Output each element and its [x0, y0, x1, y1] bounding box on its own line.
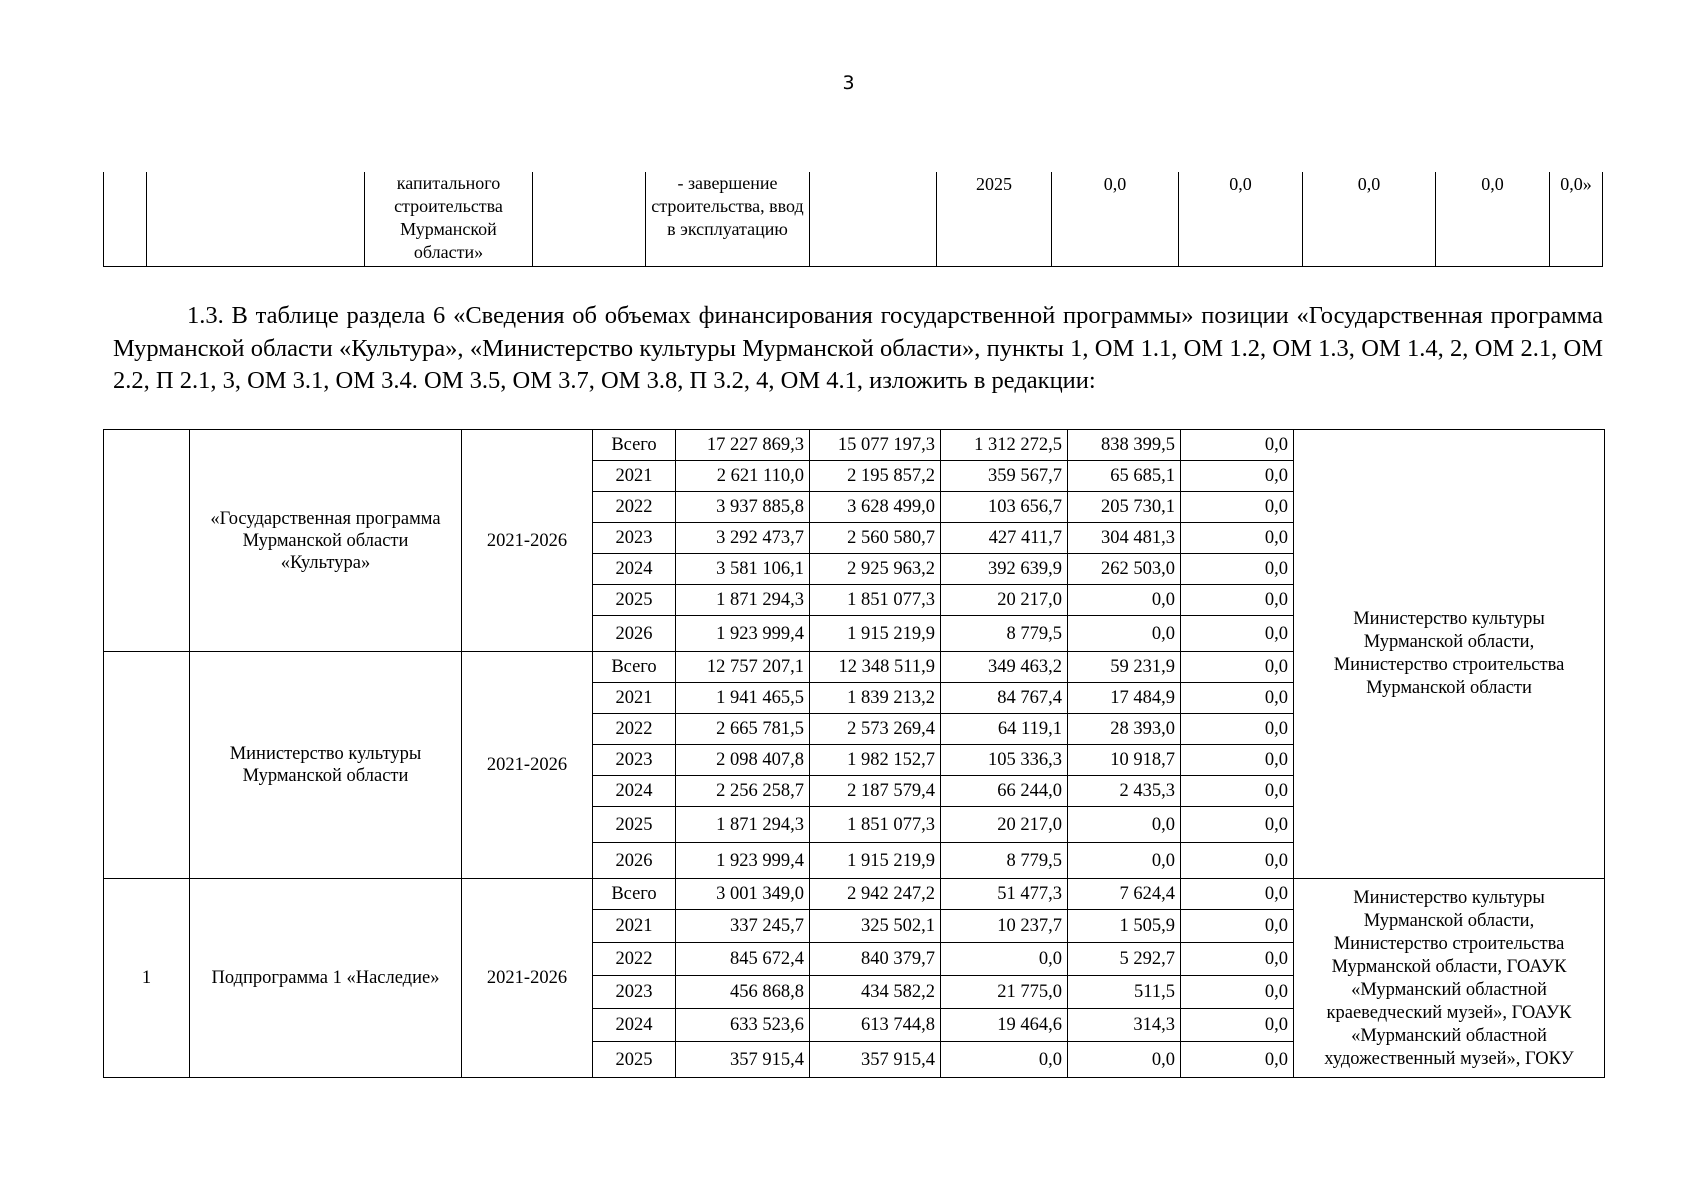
year-cell: Всего	[593, 652, 676, 683]
amount-cell: 349 463,2	[941, 652, 1068, 683]
amount-cell: 0,0	[1181, 943, 1294, 976]
amount-cell: 1 915 219,9	[810, 843, 941, 879]
amount-cell: 337 245,7	[676, 910, 810, 943]
year-cell: 2026	[593, 616, 676, 652]
executor-cell: Министерство культуры Мурманской области, Министерство строительства Мурманской области	[1294, 430, 1605, 879]
program-period: 2021-2026	[462, 652, 593, 879]
amount-cell: 8 779,5	[941, 616, 1068, 652]
amount-cell: 1 941 465,5	[676, 683, 810, 714]
table-cell	[533, 172, 646, 267]
table-row	[104, 172, 1603, 267]
amount-cell: 0,0	[1181, 554, 1294, 585]
page-number: 3	[842, 72, 855, 94]
amount-cell: 2 621 110,0	[676, 461, 810, 492]
amount-cell: 59 231,9	[1068, 652, 1181, 683]
amendment-paragraph: 1.3. В таблице раздела 6 «Сведения об объемах финансирования государственной программы» позиции «Государственная программа Мурманской области «Культура», «Министерство культуры Мурманской области», пункты 1, ОМ 1.1, ОМ 1.2, ОМ 1.3, ОМ 1.4, 2, ОМ 2.1, ОМ 2.2, П 2.1, 3, ОМ 3.1, ОМ 3.4. ОМ 3.5, ОМ 3.7, ОМ 3.8, П 3.2, 4, ОМ 4.1, изложить в редакции:	[113, 302, 1603, 394]
amount-cell: 0,0	[1181, 652, 1294, 683]
year-cell: 2024	[593, 554, 676, 585]
amount-cell: 1 915 219,9	[810, 616, 941, 652]
amount-cell: 12 757 207,1	[676, 652, 810, 683]
amount-cell: 1 851 077,3	[810, 585, 941, 616]
row-number	[104, 652, 190, 879]
amount-cell: 0,0	[1068, 1042, 1181, 1078]
amount-cell: 1 851 077,3	[810, 807, 941, 843]
amount-cell: 0,0	[1068, 807, 1181, 843]
amount-cell: 2 098 407,8	[676, 745, 810, 776]
amount-cell: 0,0	[1181, 910, 1294, 943]
table-cell: капитального строительства Мурманской области»	[365, 172, 533, 267]
amount-cell: 0,0	[1181, 683, 1294, 714]
amount-cell: 1 871 294,3	[676, 585, 810, 616]
amount-cell: 0,0	[1068, 843, 1181, 879]
amount-cell: 2 573 269,4	[810, 714, 941, 745]
amount-cell: 0,0	[1181, 1042, 1294, 1078]
amount-cell: 0,0	[1068, 616, 1181, 652]
table-row	[104, 430, 1605, 461]
amount-cell: 0,0	[1181, 1009, 1294, 1042]
amount-cell: 0,0	[1181, 976, 1294, 1009]
amount-cell: 0,0	[1181, 461, 1294, 492]
amount-cell: 1 871 294,3	[676, 807, 810, 843]
amount-cell: 105 336,3	[941, 745, 1068, 776]
amount-cell: 19 464,6	[941, 1009, 1068, 1042]
amount-cell: 2 256 258,7	[676, 776, 810, 807]
amount-cell: 205 730,1	[1068, 492, 1181, 523]
table-cell-year: 2025	[937, 172, 1052, 267]
amount-cell: 357 915,4	[810, 1042, 941, 1078]
table-cell: - завершение строительства, ввод в эксплуатацию	[646, 172, 810, 267]
amount-cell: 633 523,6	[676, 1009, 810, 1042]
amount-cell: 20 217,0	[941, 807, 1068, 843]
amount-cell: 3 581 106,1	[676, 554, 810, 585]
amount-cell: 3 001 349,0	[676, 879, 810, 910]
amount-cell: 10 237,7	[941, 910, 1068, 943]
amount-cell: 1 982 152,7	[810, 745, 941, 776]
amount-cell: 0,0	[1181, 523, 1294, 554]
table-cell	[810, 172, 937, 267]
executor-cell: Министерство культуры Мурманской области, Министерство строительства Мурманской области, ГОАУК «Мурманский областной краеведческий музей», ГОАУК «Мурманский областной художественный музей», ГОКУ	[1294, 879, 1605, 1078]
amount-cell: 511,5	[1068, 976, 1181, 1009]
amount-cell: 1 923 999,4	[676, 616, 810, 652]
amount-cell: 613 744,8	[810, 1009, 941, 1042]
year-cell: 2025	[593, 807, 676, 843]
year-cell: 2025	[593, 585, 676, 616]
program-period: 2021-2026	[462, 879, 593, 1078]
year-cell: 2021	[593, 461, 676, 492]
amount-cell: 427 411,7	[941, 523, 1068, 554]
amount-cell: 838 399,5	[1068, 430, 1181, 461]
amount-cell: 325 502,1	[810, 910, 941, 943]
table-cell	[147, 172, 365, 267]
amount-cell: 262 503,0	[1068, 554, 1181, 585]
year-cell: 2022	[593, 492, 676, 523]
table-cell-value: 0,0»	[1550, 172, 1603, 267]
amount-cell: 0,0	[1181, 843, 1294, 879]
year-cell: Всего	[593, 879, 676, 910]
table-cell-value: 0,0	[1436, 172, 1550, 267]
amount-cell: 66 244,0	[941, 776, 1068, 807]
amount-cell: 2 942 247,2	[810, 879, 941, 910]
amount-cell: 2 195 857,2	[810, 461, 941, 492]
table-cell-value: 0,0	[1303, 172, 1436, 267]
amount-cell: 21 775,0	[941, 976, 1068, 1009]
amount-cell: 840 379,7	[810, 943, 941, 976]
amount-cell: 64 119,1	[941, 714, 1068, 745]
year-cell: 2023	[593, 976, 676, 1009]
year-cell: 2024	[593, 776, 676, 807]
amount-cell: 8 779,5	[941, 843, 1068, 879]
amount-cell: 0,0	[1181, 585, 1294, 616]
amount-cell: 103 656,7	[941, 492, 1068, 523]
table-cell-value: 0,0	[1052, 172, 1179, 267]
amount-cell: 28 393,0	[1068, 714, 1181, 745]
year-cell: 2026	[593, 843, 676, 879]
amount-cell: 3 937 885,8	[676, 492, 810, 523]
amount-cell: 0,0	[1181, 776, 1294, 807]
amount-cell: 0,0	[941, 943, 1068, 976]
amount-cell: 17 484,9	[1068, 683, 1181, 714]
amount-cell: 15 077 197,3	[810, 430, 941, 461]
amount-cell: 3 628 499,0	[810, 492, 941, 523]
amount-cell: 65 685,1	[1068, 461, 1181, 492]
program-name: «Государственная программа Мурманской области «Культура»	[190, 430, 462, 652]
amount-cell: 2 560 580,7	[810, 523, 941, 554]
table-row	[104, 879, 1605, 910]
table-cell	[104, 172, 147, 267]
amount-cell: 845 672,4	[676, 943, 810, 976]
amount-cell: 20 217,0	[941, 585, 1068, 616]
table-cell-value: 0,0	[1179, 172, 1303, 267]
amount-cell: 1 839 213,2	[810, 683, 941, 714]
amount-cell: 357 915,4	[676, 1042, 810, 1078]
amount-cell: 304 481,3	[1068, 523, 1181, 554]
previous-table-fragment	[103, 172, 1603, 267]
amount-cell: 392 639,9	[941, 554, 1068, 585]
amount-cell: 17 227 869,3	[676, 430, 810, 461]
amount-cell: 0,0	[1181, 714, 1294, 745]
amount-cell: 12 348 511,9	[810, 652, 941, 683]
amount-cell: 0,0	[1181, 879, 1294, 910]
amount-cell: 2 665 781,5	[676, 714, 810, 745]
amount-cell: 0,0	[1181, 430, 1294, 461]
program-period: 2021-2026	[462, 430, 593, 652]
year-cell: 2021	[593, 683, 676, 714]
amount-cell: 51 477,3	[941, 879, 1068, 910]
amount-cell: 0,0	[1181, 745, 1294, 776]
finance-table	[103, 429, 1605, 1078]
amount-cell: 0,0	[941, 1042, 1068, 1078]
amount-cell: 314,3	[1068, 1009, 1181, 1042]
amount-cell: 5 292,7	[1068, 943, 1181, 976]
amount-cell: 359 567,7	[941, 461, 1068, 492]
year-cell: Всего	[593, 430, 676, 461]
amount-cell: 0,0	[1181, 807, 1294, 843]
amount-cell: 0,0	[1181, 492, 1294, 523]
amount-cell: 2 435,3	[1068, 776, 1181, 807]
row-number: 1	[104, 879, 190, 1078]
amount-cell: 434 582,2	[810, 976, 941, 1009]
amount-cell: 1 923 999,4	[676, 843, 810, 879]
amount-cell: 1 312 272,5	[941, 430, 1068, 461]
year-cell: 2021	[593, 910, 676, 943]
year-cell: 2022	[593, 943, 676, 976]
amount-cell: 10 918,7	[1068, 745, 1181, 776]
amount-cell: 1 505,9	[1068, 910, 1181, 943]
year-cell: 2023	[593, 523, 676, 554]
amount-cell: 84 767,4	[941, 683, 1068, 714]
amount-cell: 0,0	[1181, 616, 1294, 652]
amount-cell: 2 925 963,2	[810, 554, 941, 585]
year-cell: 2025	[593, 1042, 676, 1078]
year-cell: 2024	[593, 1009, 676, 1042]
program-name: Подпрограмма 1 «Наследие»	[190, 879, 462, 1078]
amount-cell: 7 624,4	[1068, 879, 1181, 910]
year-cell: 2023	[593, 745, 676, 776]
program-name: Министерство культуры Мурманской области	[190, 652, 462, 879]
amount-cell: 456 868,8	[676, 976, 810, 1009]
year-cell: 2022	[593, 714, 676, 745]
row-number	[104, 430, 190, 652]
amount-cell: 0,0	[1068, 585, 1181, 616]
amount-cell: 2 187 579,4	[810, 776, 941, 807]
amount-cell: 3 292 473,7	[676, 523, 810, 554]
